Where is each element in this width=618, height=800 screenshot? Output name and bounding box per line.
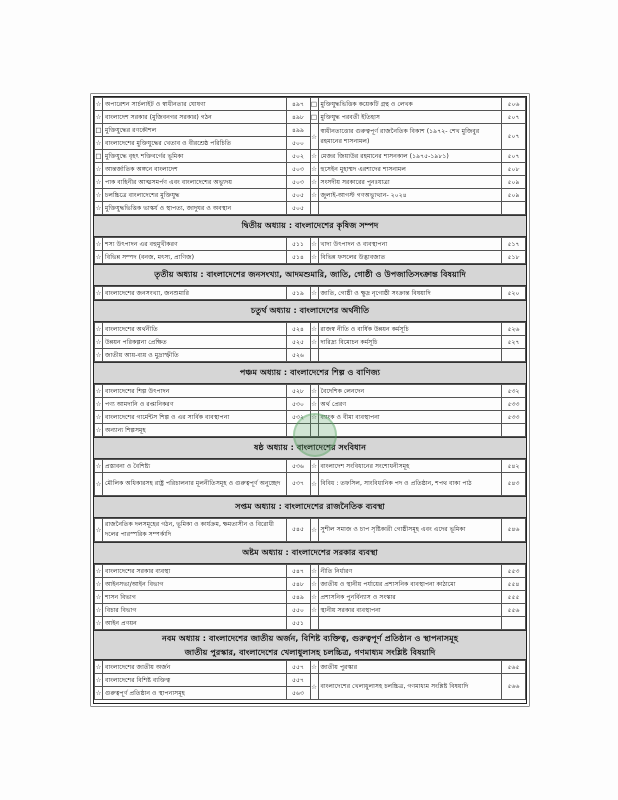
bullet-icon: ☆ — [95, 565, 103, 578]
toc-entry[interactable]: সংসদীয় সরকারের পুনঃযাত্রা — [318, 176, 502, 189]
bullet-icon: ☆ — [95, 578, 103, 591]
page-number: ৫০৫ — [286, 202, 310, 215]
toc-entry[interactable]: শস্য উৎপাদন এর বহুমুখীকরণ — [103, 238, 287, 251]
toc-entry[interactable]: চলচ্চিত্রে বাংলাদেশের মুক্তিযুদ্ধ — [103, 189, 287, 202]
toc-entry[interactable]: পণ্য আমদানি ও রপ্তানিকরণ — [103, 398, 287, 411]
toc-entry[interactable]: জাতীয় আয়-ব্যয় ও মুদ্রাস্ফীতি — [103, 349, 287, 362]
page-number: ৫০৭ — [502, 150, 526, 163]
toc-row — [95, 287, 526, 300]
bullet-icon: ☆ — [95, 98, 103, 111]
page-number: ৫০৩ — [286, 176, 310, 189]
page-number: ৫০৩ — [286, 163, 310, 176]
bullet-icon: □ — [95, 150, 103, 163]
toc-row — [95, 150, 526, 163]
watermark-seal-icon — [293, 413, 337, 457]
toc-entry[interactable] — [318, 617, 502, 630]
page-number: ৫৫১ — [286, 617, 310, 630]
bullet-icon: ☆ — [95, 251, 103, 264]
toc-entry[interactable]: স্থানীয় সরকার ব্যবস্থাপনা — [318, 604, 502, 617]
toc-entry[interactable]: আইনসভা/আইন বিভাগ — [103, 578, 287, 591]
toc-entry[interactable]: জুলাই-আগস্ট গণঅভ্যুত্থান- ২০২৪ — [318, 189, 502, 202]
toc-entry[interactable]: উন্নয়ন পরিকল্পনা প্রেক্ষিত — [103, 336, 287, 349]
toc-entry[interactable]: আন্তর্জাতিক অঙ্গনে বাংলাদেশ — [103, 163, 287, 176]
page-number: ৫০৭ — [502, 111, 526, 124]
toc-row — [95, 565, 526, 578]
toc-entry[interactable]: বিবিধ : তফসিল, সাংবিধানিক পদ ও প্রতিষ্ঠান, শপথ বাক্য পাঠ — [318, 473, 502, 496]
toc-row — [95, 674, 526, 687]
toc-table — [94, 459, 526, 496]
bullet-icon: ☆ — [95, 398, 103, 411]
bullet-icon: ☆ — [310, 661, 318, 674]
toc-row — [95, 176, 526, 189]
page-number: ৫৩৬ — [286, 460, 310, 473]
toc-entry[interactable]: বাংলাদেশ সংবিধানের সংশোধনীসমূহ — [318, 460, 502, 473]
toc-entry[interactable]: জাতীয় পুরস্কার — [318, 661, 502, 674]
toc-row — [95, 323, 526, 336]
toc-table — [94, 660, 526, 700]
toc-row — [95, 202, 526, 215]
bullet-icon: ☆ — [95, 674, 103, 687]
page-number: ৫১৯ — [286, 287, 310, 300]
toc-entry[interactable]: জাতীয় ও স্থানীয় পর্যায়ের প্রশাসনিক ব্যবস্থাপনা কাঠামো — [318, 578, 502, 591]
section-title-text: অষ্টম অধ্যায় : বাংলাদেশের সরকার ব্যবস্থা — [242, 548, 378, 557]
toc-row — [95, 98, 526, 111]
page-number — [502, 349, 526, 362]
page-number: ৫৫৫ — [502, 591, 526, 604]
page-number: ৫৩২ — [502, 385, 526, 398]
toc-entry[interactable]: বিভিন্ন ফসলের উদ্ভাবজাত — [318, 251, 502, 264]
toc-table — [94, 564, 526, 630]
page-number: ৫৬৩ — [286, 687, 310, 700]
toc-entry[interactable]: রাজনৈতিক দলসমূহের গঠন, ভূমিকা ও কার্যক্রম, ক্ষমতাসীন ও বিরোধী দলের পারস্পরিক সম্পর্কাদি — [103, 519, 287, 542]
bullet-icon: ☆ — [95, 519, 103, 542]
bullet-icon: ☆ — [310, 385, 318, 398]
toc-entry[interactable]: বাংলাদেশের জনসংখ্যা, জনশুমারি — [103, 287, 287, 300]
toc-entry[interactable]: শাসন বিভাগ — [103, 591, 287, 604]
toc-table — [94, 237, 526, 264]
page-number: ৫৪২ — [502, 460, 526, 473]
page-number — [502, 424, 526, 437]
bullet-icon: ☆ — [95, 604, 103, 617]
page-number: ৫২৭ — [502, 336, 526, 349]
toc-row — [95, 473, 526, 496]
page-number: ৫৫৬ — [502, 604, 526, 617]
bullet-icon — [310, 617, 318, 630]
section-title — [94, 362, 526, 384]
bullet-icon: ☆ — [310, 287, 318, 300]
toc-entry[interactable]: অন্যান্য শিল্পসমূহ — [103, 424, 287, 437]
toc-entry[interactable]: অপারেশন সার্চলাইট ও স্বাধীনতার ঘোষণা — [103, 98, 287, 111]
toc-entry[interactable]: বাংলাদেশের অর্থনীতি — [103, 323, 287, 336]
toc-entry[interactable] — [318, 424, 502, 437]
bullet-icon: ☆ — [310, 323, 318, 336]
toc-entry[interactable]: হুসেইন মুহাম্মদ এরশাদের শাসনামল — [318, 163, 502, 176]
page-number: ৫২৪ — [286, 323, 310, 336]
section-title-text-2: জাতীয় পুরস্কার, বাংলাদেশের খেলাধুলাসহ চলচ্চিত্র, গণমাধ্যম সংশ্লিষ্ট বিষয়াদি — [184, 648, 436, 657]
toc-row — [95, 189, 526, 202]
section-title-text: ষষ্ঠ অধ্যায় : বাংলাদেশের সংবিধান — [254, 443, 366, 452]
page-number: ৫১৮ — [502, 251, 526, 264]
bullet-icon: ☆ — [95, 189, 103, 202]
toc-row — [95, 460, 526, 473]
bullet-icon — [310, 349, 318, 362]
toc-row — [95, 251, 526, 264]
bullet-icon: ☆ — [310, 150, 318, 163]
toc-entry[interactable]: বিভিন্ন সম্পদ (বনজ, মৎস্য, প্রাণিজ) — [103, 251, 287, 264]
page-number: ৫৫৭ — [286, 674, 310, 687]
toc-entry[interactable] — [318, 349, 502, 362]
page-number: ৫০৬ — [502, 98, 526, 111]
page-number: ৫৩৩ — [502, 411, 526, 424]
bullet-icon: ☆ — [95, 323, 103, 336]
page-number: ৫২৮ — [286, 385, 310, 398]
bullet-icon: ☆ — [95, 661, 103, 674]
bullet-icon: ☆ — [310, 176, 318, 189]
page-number: ৫৬৬ — [502, 674, 526, 700]
page-number: ৫৫৭ — [286, 661, 310, 674]
page-number: ৫০৯ — [502, 176, 526, 189]
toc-entry[interactable]: মুক্তিযুদ্ধে বৃহৎ শক্তিবর্গের ভূমিকা — [103, 150, 287, 163]
toc-row — [95, 578, 526, 591]
toc-row — [95, 349, 526, 362]
toc-table — [94, 322, 526, 362]
section-title-text: দ্বিতীয় অধ্যায় : বাংলাদেশের কৃষিজ সম্পদ — [241, 221, 379, 230]
bullet-icon: ☆ — [95, 385, 103, 398]
page-number: ৫২৬ — [502, 323, 526, 336]
toc-entry[interactable]: মেজর জিয়াউর রহমানের শাসনকাল (১৯৭৫-১৯৮১) — [318, 150, 502, 163]
toc-row — [95, 124, 526, 137]
section-title — [94, 630, 526, 660]
page-number — [502, 202, 526, 215]
toc-entry[interactable]: প্রশাসনিক পুনর্বিন্যাস ও সংস্কার — [318, 591, 502, 604]
bullet-icon: ☆ — [95, 473, 103, 496]
bullet-icon: ☆ — [310, 124, 318, 150]
page-number: ৫২৫ — [286, 336, 310, 349]
toc-table — [94, 286, 526, 300]
toc-entry[interactable]: ব্যাংক ও বীমা ব্যবস্থাপনা — [318, 411, 502, 424]
bullet-icon: ☆ — [95, 202, 103, 215]
toc-entry[interactable]: বৈদেশিক লেনদেন — [318, 385, 502, 398]
page-number: ৫০২ — [286, 150, 310, 163]
toc-entry[interactable]: বাংলাদেশের শিল্প উৎপাদন — [103, 385, 287, 398]
section-title-text: চতুর্থ অধ্যায় : বাংলাদেশের অর্থনীতি — [250, 306, 370, 315]
toc-entry[interactable]: গুরুত্বপূর্ণ প্রতিষ্ঠান ও স্থাপনাসমূহ — [103, 687, 287, 700]
toc-sheet — [93, 96, 527, 704]
toc-entry[interactable]: বিচার বিভাগ — [103, 604, 287, 617]
bullet-icon: ☆ — [310, 411, 318, 424]
section-title — [94, 542, 526, 564]
page-number: ৫৩৩ — [502, 398, 526, 411]
toc-row — [95, 385, 526, 398]
bullet-icon: ☆ — [310, 519, 318, 542]
bullet-icon: ☆ — [95, 687, 103, 700]
toc-entry[interactable] — [318, 202, 502, 215]
page-number — [502, 617, 526, 630]
bullet-icon: ☆ — [95, 238, 103, 251]
section-title-text: পঞ্চম অধ্যায় : বাংলাদেশের শিল্প ও বাণিজ্য — [239, 368, 381, 377]
toc-entry[interactable]: খাদ্য উৎপাদন ও ব্যবস্থাপনা — [318, 238, 502, 251]
bullet-icon: ☆ — [95, 617, 103, 630]
page-number: ৫১৭ — [502, 238, 526, 251]
toc-entry[interactable]: দারিদ্র্য বিমোচন কর্মসূচি — [318, 336, 502, 349]
page-number: ৫৪৫ — [286, 519, 310, 542]
bullet-icon: □ — [95, 124, 103, 137]
toc-entry[interactable]: পাক বাহিনীর আত্মসমর্পণ এবং বাংলাদেশের অভ্যুদয় — [103, 176, 287, 189]
page-number: ৫১৪ — [286, 251, 310, 264]
toc-row — [95, 591, 526, 604]
toc-entry[interactable]: স্বাধীনতাত্তোর গুরুত্বপূর্ণ রাজনৈতিক বিকাশ (১৯৭২- শেখ মুজিবুর রহমানের শাসনামল) — [318, 124, 502, 150]
bullet-icon: ☆ — [95, 137, 103, 150]
bullet-icon: ☆ — [310, 251, 318, 264]
bullet-icon: ☆ — [95, 111, 103, 124]
page-number: ৫৪৭ — [286, 565, 310, 578]
section-title-text: সপ্তম অধ্যায় : বাংলাদেশের রাজনৈতিক ব্যবস্থা — [235, 502, 385, 511]
toc-row — [95, 336, 526, 349]
bullet-icon: ☆ — [310, 578, 318, 591]
page-number: ৫৪৯ — [286, 591, 310, 604]
toc-entry[interactable]: বাংলাদেশ সরকার (মুজিবনগর সরকার) গঠন — [103, 111, 287, 124]
page-number: ৫১১ — [286, 238, 310, 251]
bullet-icon: ☆ — [95, 411, 103, 424]
toc-entry[interactable]: বাংলাদেশের গার্মেন্টস শিল্প ও এর সার্বিক ব্যবস্থাপনা — [103, 411, 287, 424]
bullet-icon: □ — [310, 98, 318, 111]
bullet-icon: ☆ — [310, 565, 318, 578]
page-number: ৫০৭ — [502, 124, 526, 150]
bullet-icon: ☆ — [95, 336, 103, 349]
page-number: ৪৯৭ — [286, 98, 310, 111]
page-number: ৫২০ — [502, 287, 526, 300]
page-number: ৫৩২ — [286, 411, 310, 424]
toc-entry[interactable]: বাংলাদেশের জাতীয় অর্জন — [103, 661, 287, 674]
toc-entry[interactable]: মুক্তিযুদ্ধভিত্তিক কয়েকটি গ্রন্থ ও লেখক — [318, 98, 502, 111]
bullet-icon — [310, 202, 318, 215]
page-number: ৪৯৮ — [286, 111, 310, 124]
page-number: ৫২৬ — [286, 349, 310, 362]
toc-entry[interactable]: জাতি, গোষ্ঠী ও ক্ষুদ্র নৃগোষ্ঠী সংক্রান্ত বিষয়াদি — [318, 287, 502, 300]
toc-entry[interactable]: মুক্তিযুদ্ধের রণকৌশল — [103, 124, 287, 137]
toc-entry[interactable]: অর্থ প্রেরণ — [318, 398, 502, 411]
bullet-icon: ☆ — [95, 163, 103, 176]
page-number: ৫৩০ — [286, 398, 310, 411]
bullet-icon: ☆ — [95, 176, 103, 189]
toc-entry[interactable]: আইন প্রণয়ন — [103, 617, 287, 630]
toc-row — [95, 163, 526, 176]
toc-row — [95, 519, 526, 542]
toc-entry[interactable]: মুক্তিযুদ্ধভিত্তিক ভাস্কর্য ও স্থাপত্য, জাদুঘর ও অবস্থান — [103, 202, 287, 215]
page-number: ৫৬৫ — [502, 661, 526, 674]
bullet-icon: ☆ — [95, 591, 103, 604]
page-number: ৫৪৩ — [502, 473, 526, 496]
bullet-icon: □ — [310, 111, 318, 124]
page-number: ৫৫৩ — [502, 565, 526, 578]
section-title — [94, 215, 526, 237]
toc-row — [95, 617, 526, 630]
toc-row — [95, 398, 526, 411]
page-number: ৫৫৪ — [502, 578, 526, 591]
toc-entry[interactable]: মৌলিক অধিকারসহ রাষ্ট্র পরিচালনার মূলনীতিসমূহ ও গুরুত্বপূর্ণ অনুচ্ছেদ — [103, 473, 287, 496]
page-number: ৫০৮ — [502, 163, 526, 176]
toc-table — [94, 97, 526, 215]
bullet-icon: ☆ — [95, 424, 103, 437]
page-number: ৫০০ — [286, 137, 310, 150]
page-number: ৫০৫ — [286, 189, 310, 202]
toc-entry[interactable]: সুশীল সমাজ ও চাপ সৃষ্টিকারী গোষ্ঠীসমূহ এবং এদের ভূমিকা — [318, 519, 502, 542]
toc-entry[interactable]: বাংলাদেশের খেলাধুলাসহ চলচ্চিত্র, গণমাধ্যম সংশ্লিষ্ট বিষয়াদি — [318, 674, 502, 700]
toc-entry[interactable]: বাংলাদেশের বিশিষ্ট ব্যক্তিত্ব — [103, 674, 287, 687]
page-number: ৫০৯ — [502, 189, 526, 202]
bullet-icon: ☆ — [310, 473, 318, 496]
page-number: ৫৪৬ — [502, 519, 526, 542]
section-title-text: নবম অধ্যায় : বাংলাদেশের জাতীয় অর্জন, বিশিষ্ট ব্যক্তিত্ব, গুরুত্বপূর্ণ প্রতিষ্ঠান ও স্থাপনাসমূহ — [161, 634, 459, 643]
section-title-text: তৃতীয় অধ্যায় : বাংলাদেশের জনসংখ্যা, আদমশুমারি, জাতি, গোষ্ঠী ও উপজাতিসংক্রান্ত বিষয়াদি — [154, 270, 466, 279]
toc-entry[interactable]: বাংলাদেশের মুক্তিযুদ্ধের খেতাব ও বীরশ্রেষ্ঠ পরিচিতি — [103, 137, 287, 150]
page-number: ৪৯৯ — [286, 124, 310, 137]
toc-row — [95, 604, 526, 617]
toc-entry[interactable]: নীতি নির্ধারণ — [318, 565, 502, 578]
toc-entry[interactable]: রাজস্ব নীতি ও বার্ষিক উন্নয়ন কর্মসূচি — [318, 323, 502, 336]
bullet-icon: ☆ — [310, 460, 318, 473]
bullet-icon: ☆ — [310, 604, 318, 617]
page-number: ৫৪৮ — [286, 578, 310, 591]
toc-entry[interactable]: প্রস্তাবনা ও বৈশিষ্ট্য — [103, 460, 287, 473]
bullet-icon: ☆ — [310, 674, 318, 700]
bullet-icon: ☆ — [95, 460, 103, 473]
toc-row — [95, 238, 526, 251]
page-number: ৫৩৭ — [286, 473, 310, 496]
toc-row — [95, 111, 526, 124]
bullet-icon: ☆ — [310, 189, 318, 202]
section-title — [94, 300, 526, 322]
bullet-icon: ☆ — [95, 349, 103, 362]
bullet-icon: ☆ — [310, 238, 318, 251]
toc-row — [95, 661, 526, 674]
bullet-icon: ☆ — [95, 287, 103, 300]
section-title — [94, 264, 526, 286]
bullet-icon: ☆ — [310, 163, 318, 176]
bullet-icon: ☆ — [310, 336, 318, 349]
toc-entry[interactable]: মুক্তিযুদ্ধ পরবর্তী ইতিহাস — [318, 111, 502, 124]
bullet-icon: ☆ — [310, 398, 318, 411]
section-title — [94, 496, 526, 518]
toc-table — [94, 518, 526, 542]
toc-entry[interactable]: বাংলাদেশের সরকার ব্যবস্থা — [103, 565, 287, 578]
page-number: ৫৫০ — [286, 604, 310, 617]
bullet-icon: ☆ — [310, 591, 318, 604]
